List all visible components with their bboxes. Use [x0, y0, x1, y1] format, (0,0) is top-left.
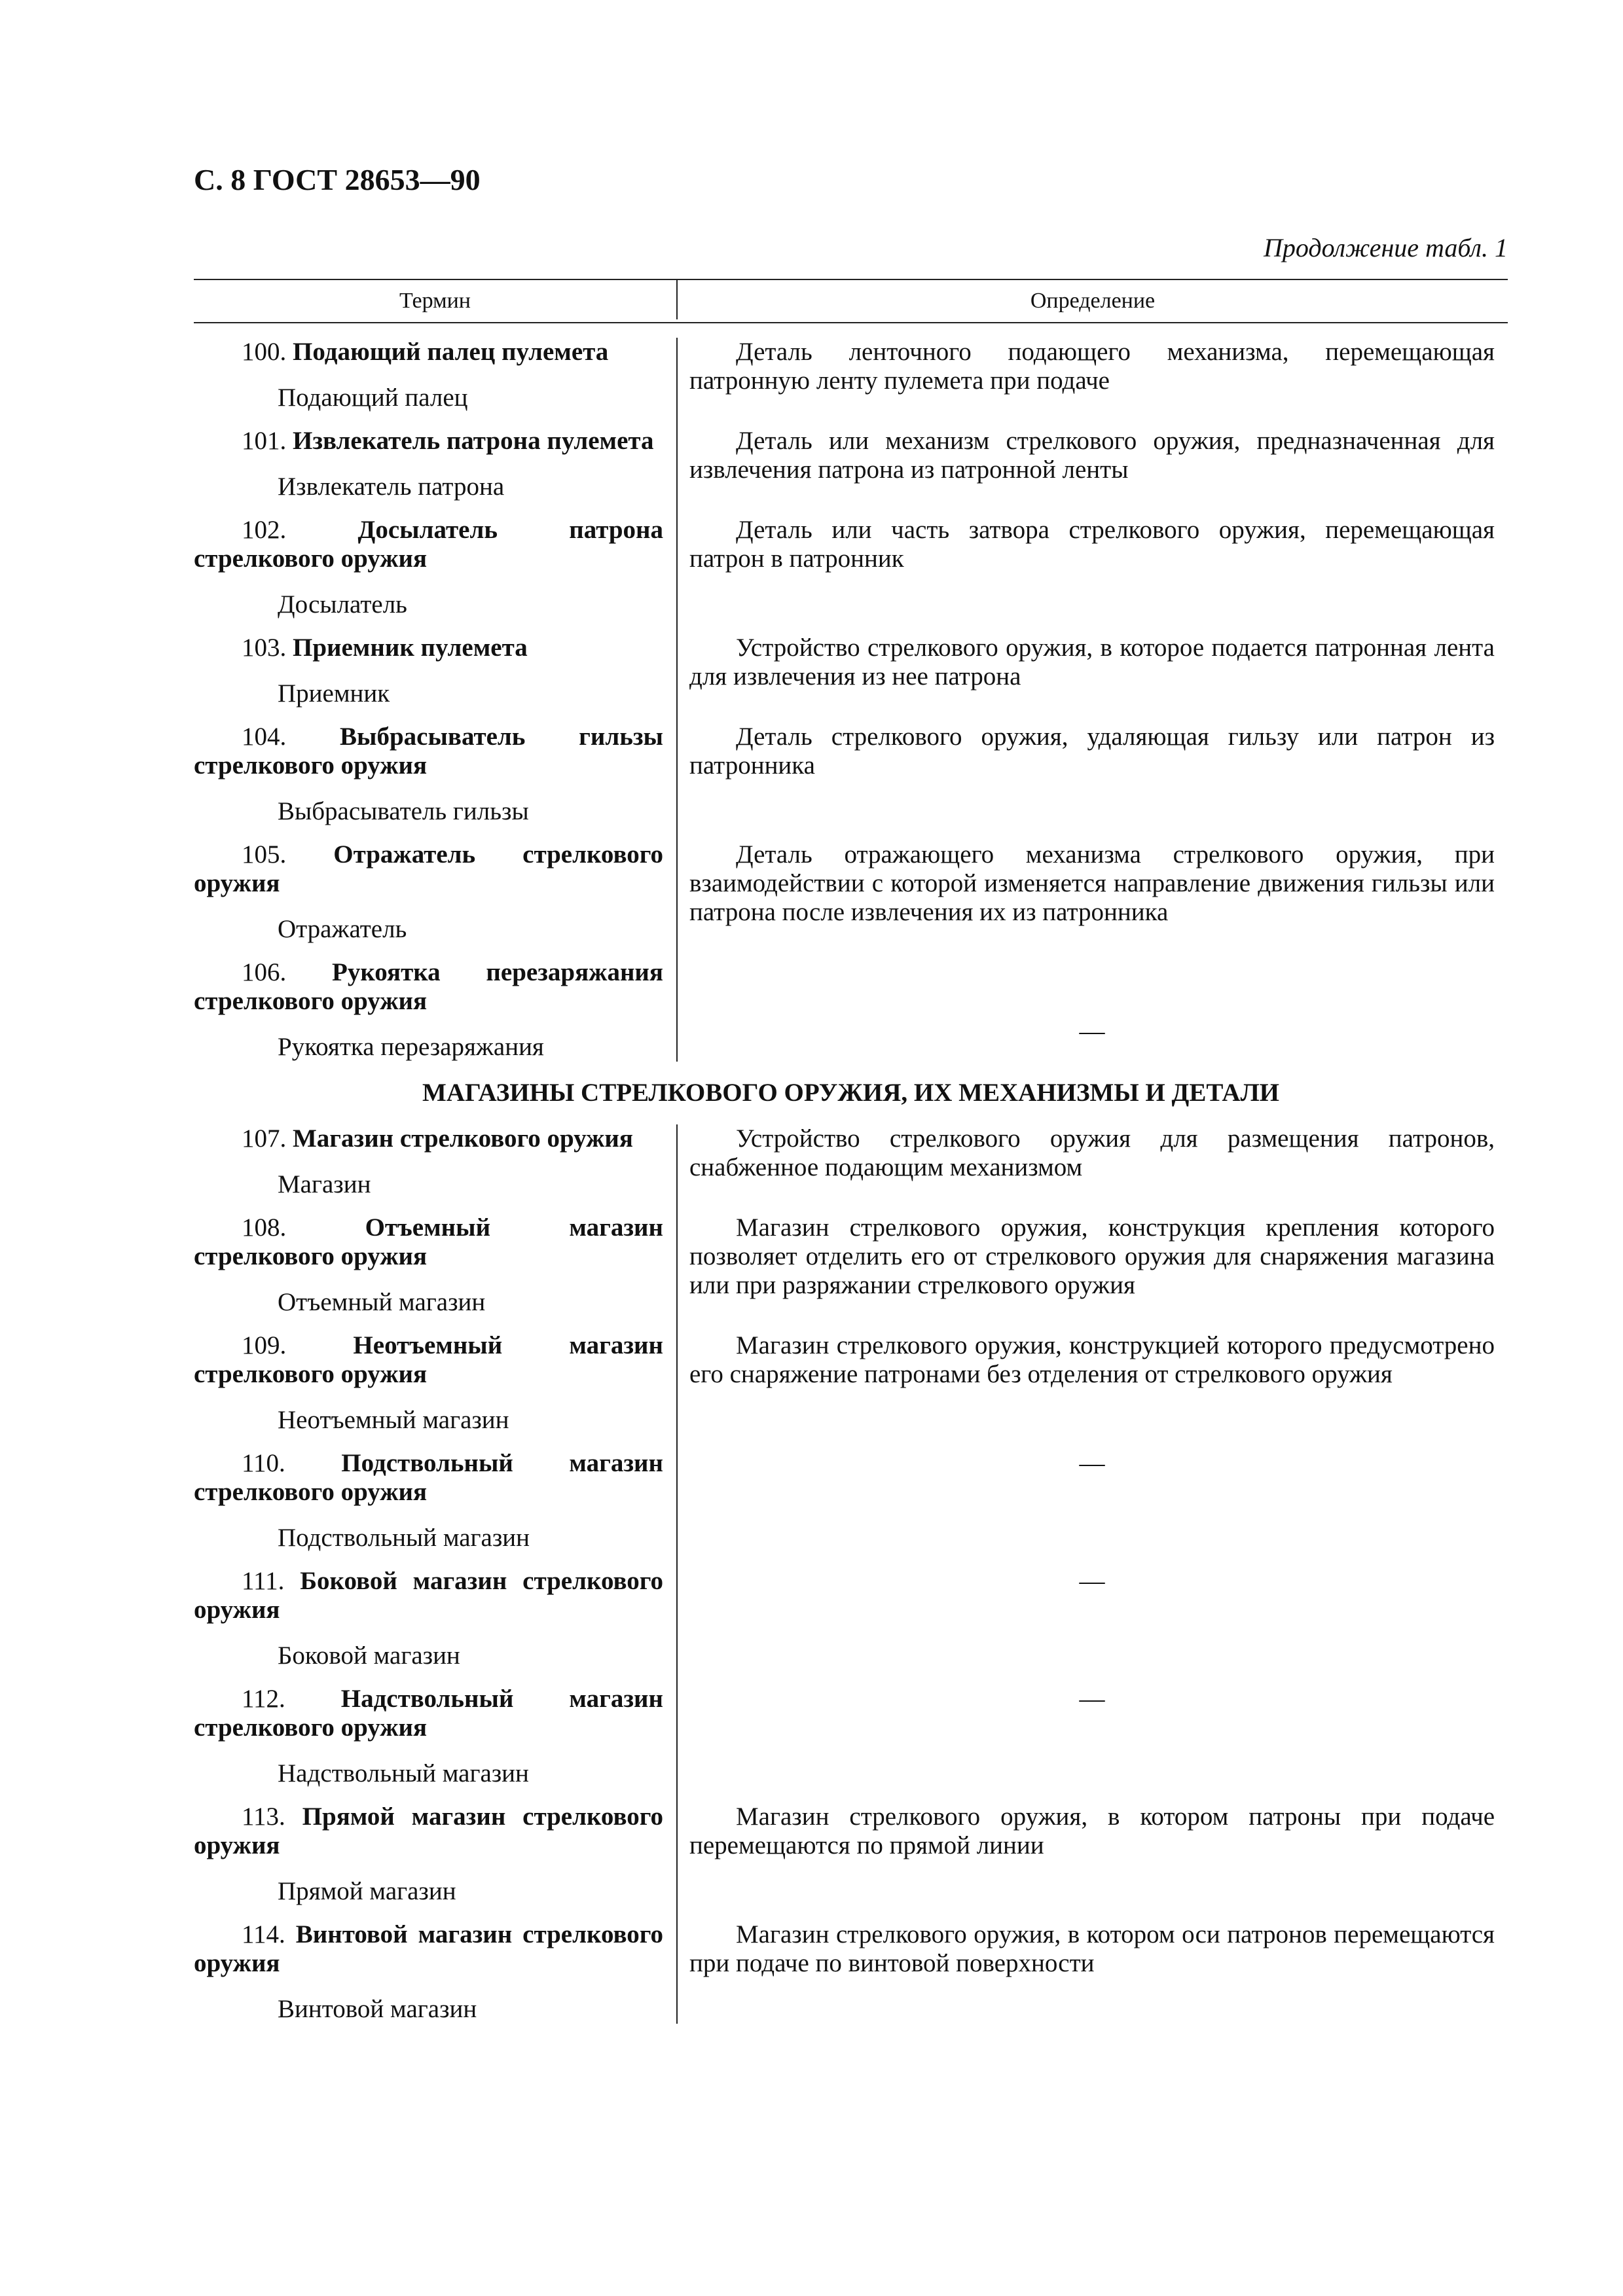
table-row: [194, 516, 1508, 619]
term-cell: [194, 634, 676, 708]
term-name: Извлекатель патрона пулемета: [293, 427, 654, 455]
definition-cell: —: [1079, 1685, 1105, 1713]
table-row: [194, 958, 1508, 1062]
term-name: Магазин стрелкового оружия: [293, 1124, 633, 1153]
term-cell: [194, 1124, 676, 1199]
term-name: Винтовой магазин стрелкового оружия: [194, 1920, 664, 1977]
table-header-rule: [194, 322, 1508, 323]
term-name: Неотъемный магазин стрелкового оружия: [194, 1331, 663, 1388]
term-cell: [194, 840, 676, 944]
term-title: [194, 958, 663, 1016]
term-name: Отражатель стрелкового оружия: [194, 840, 663, 897]
definition-cell: Деталь или механизм стрелкового оружия, предназначенная для извлечения патрона из патронной ленты: [689, 427, 1495, 484]
term-title: [194, 1567, 663, 1624]
term-number: 110.: [242, 1449, 285, 1477]
term-title: [194, 723, 663, 780]
term-short-form: Подающий палец: [278, 384, 468, 412]
term-name: Отъемный магазин стрелкового оружия: [194, 1213, 663, 1270]
term-cell: [194, 1449, 676, 1552]
term-title: [194, 1213, 663, 1271]
term-number: 114.: [242, 1920, 285, 1948]
definition-cell: Магазин стрелкового оружия, конструкция крепления которого позволяет отделить его от стрелкового оружия для снаряжения магазина или при разряжании стрелкового оружия: [689, 1213, 1495, 1299]
definition-cell: Магазин стрелкового оружия, в котором оси патронов перемещаются при подаче по винтовой поверхности: [689, 1920, 1495, 1977]
definition-cell: Устройство стрелкового оружия, в которое подается патронная лента для извлечения из нее патрона: [689, 634, 1495, 691]
term-cell: [194, 1331, 676, 1435]
term-number: 107.: [242, 1124, 287, 1153]
table-row: [194, 840, 1508, 944]
column-header-definition: Определение: [1030, 289, 1156, 313]
term-number: 106.: [242, 958, 287, 986]
table-row: [194, 1685, 1508, 1788]
term-cell: [194, 958, 676, 1062]
term-cell: [194, 427, 676, 501]
term-title: [194, 427, 663, 456]
term-number: 104.: [242, 723, 287, 751]
term-title: [194, 338, 663, 367]
term-name: Приемник пулемета: [293, 634, 528, 662]
definition-cell: —: [1079, 1017, 1105, 1045]
definition-cell: Деталь стрелкового оружия, удаляющая гильзу или патрон из патронника: [689, 723, 1495, 780]
term-name: Досылатель патрона стрелкового оружия: [194, 516, 663, 573]
term-number: 101.: [242, 427, 287, 455]
definition-cell: —: [1079, 1567, 1105, 1595]
term-short-form: Подствольный магазин: [278, 1524, 530, 1552]
term-short-form: Магазин: [278, 1170, 371, 1198]
term-cell: [194, 1803, 676, 1906]
definition-cell: Магазин стрелкового оружия, конструкцией которого предусмотрено его снаряжение патронами без отделения от стрелкового оружия: [689, 1331, 1495, 1388]
term-name: Прямой магазин стрелкового оружия: [194, 1803, 663, 1859]
term-cell: [194, 1567, 676, 1670]
term-name: Надствольный магазин стрелкового оружия: [194, 1685, 663, 1742]
table-row: [194, 1567, 1508, 1670]
terms-table: [194, 279, 1508, 2024]
definition-cell: Деталь ленточного подающего механизма, перемещающая патронную ленту пулемета при подаче: [689, 338, 1495, 395]
table-row: [194, 1124, 1508, 1199]
term-number: 111.: [242, 1567, 285, 1595]
term-title: [194, 1685, 663, 1742]
term-number: 100.: [242, 338, 287, 366]
term-number: 112.: [242, 1685, 285, 1713]
definition-cell: —: [1079, 1449, 1105, 1477]
definition-cell: Деталь или часть затвора стрелкового оружия, перемещающая патрон в патронник: [689, 516, 1495, 573]
term-number: 103.: [242, 634, 287, 662]
term-short-form: Досылатель: [278, 590, 407, 619]
term-title: [194, 1124, 663, 1153]
table-row: [194, 1449, 1508, 1552]
term-cell: [194, 1685, 676, 1788]
term-cell: [194, 516, 676, 619]
term-cell: [194, 1213, 676, 1317]
table-row: [194, 338, 1508, 412]
table-row: [194, 1213, 1508, 1317]
term-title: [194, 634, 663, 662]
table-row: [194, 634, 1508, 708]
definition-cell: Деталь отражающего механизма стрелкового оружия, при взаимодействии с которой изменяется направление движения гильзы или патрона после извлечения их из патронника: [689, 840, 1495, 926]
term-cell: [194, 723, 676, 826]
table-row: [194, 1331, 1508, 1435]
term-title: [194, 516, 663, 573]
term-short-form: Приемник: [278, 679, 390, 708]
column-divider: [676, 338, 678, 1062]
column-divider: [676, 1124, 678, 2024]
term-short-form: Извлекатель патрона: [278, 473, 505, 501]
term-cell: [194, 1920, 676, 2024]
term-name: Подствольный магазин стрелкового оружия: [194, 1449, 663, 1506]
table-header-row: [194, 280, 1508, 319]
table-row: [194, 1803, 1508, 1906]
term-name: Рукоятка перезаряжания стрелкового оружия: [194, 958, 663, 1015]
term-number: 108.: [242, 1213, 287, 1242]
term-number: 102.: [242, 516, 287, 544]
page-header: С. 8 ГОСТ 28653—90: [194, 163, 481, 196]
table-row: [194, 723, 1508, 826]
term-short-form: Выбрасыватель гильзы: [278, 797, 529, 825]
term-name: Выбрасыватель гильзы стрелкового оружия: [194, 723, 663, 780]
term-cell: [194, 338, 676, 412]
term-short-form: Надствольный магазин: [278, 1759, 529, 1787]
term-short-form: Неотъемный магазин: [278, 1406, 509, 1434]
term-number: 105.: [242, 840, 287, 869]
definition-cell: Устройство стрелкового оружия для размещения патронов, снабженное подающим механизмом: [689, 1124, 1495, 1181]
table-row: [194, 427, 1508, 501]
term-title: [194, 1803, 663, 1860]
term-title: [194, 1331, 663, 1389]
table-continuation-label: Продолжение табл. 1: [1263, 233, 1508, 262]
term-title: [194, 840, 663, 898]
term-name: Боковой магазин стрелкового оружия: [194, 1567, 664, 1624]
term-short-form: Прямой магазин: [278, 1877, 456, 1905]
table-body-part-1: [194, 338, 1508, 1062]
table-body-part-2: [194, 1124, 1508, 2024]
table-row: [194, 1920, 1508, 2024]
term-short-form: Боковой магазин: [278, 1641, 460, 1670]
term-short-form: Рукоятка перезаряжания: [278, 1033, 544, 1061]
term-name: Подающий палец пулемета: [293, 338, 609, 366]
term-title: [194, 1449, 663, 1507]
section-heading: МАГАЗИНЫ СТРЕЛКОВОГО ОРУЖИЯ, ИХ МЕХАНИЗМЫ И ДЕТАЛИ: [194, 1076, 1508, 1110]
definition-cell: Магазин стрелкового оружия, в котором патроны при подаче перемещаются по прямой линии: [689, 1803, 1495, 1859]
term-number: 113.: [242, 1803, 285, 1831]
term-number: 109.: [242, 1331, 287, 1359]
column-header-term: Термин: [194, 280, 678, 319]
term-short-form: Отражатель: [278, 915, 407, 943]
term-short-form: Винтовой магазин: [278, 1995, 477, 2023]
term-short-form: Отъемный магазин: [278, 1288, 486, 1316]
term-title: [194, 1920, 663, 1978]
